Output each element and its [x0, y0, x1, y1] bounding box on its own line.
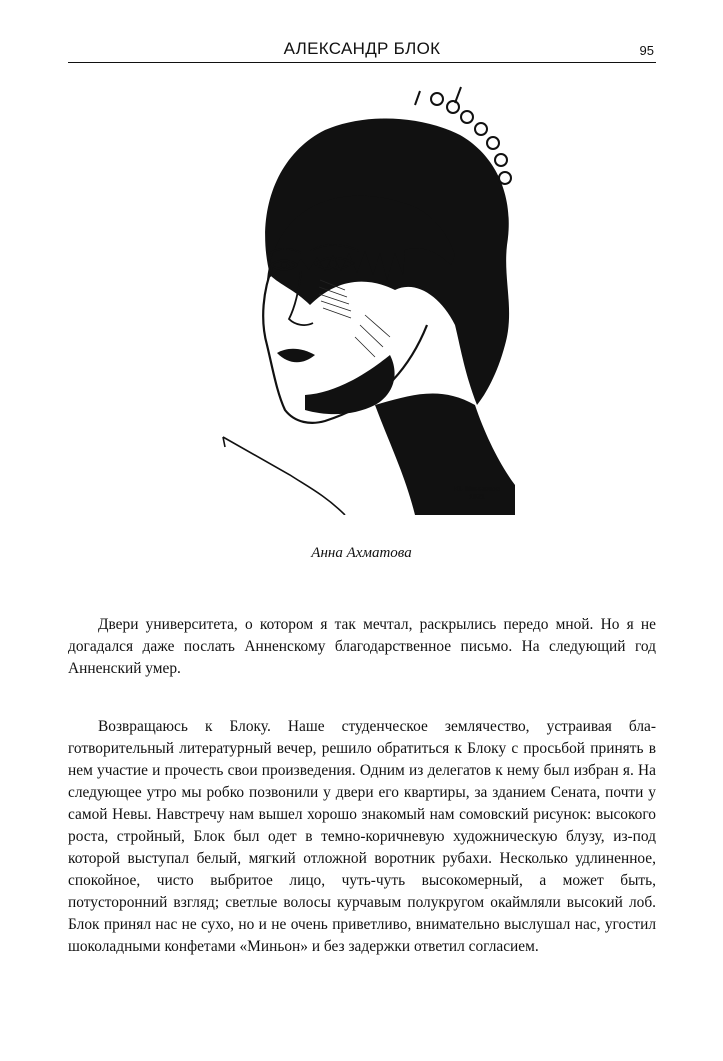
- artist-signature: Ю. Миннахов 1921: [454, 486, 500, 501]
- portrait-drawing: [215, 75, 515, 515]
- paragraph: Возвращаюсь к Блоку. Наше студенческое землячество, устраивая благотворительный литературный вечер, решило обратиться к Блоку с просьбой принять в нем участие и прочесть свои произведения. Одним из делегатов к нему был избран я. На следующее утро мы робко позвонили у двери его квартиры, за зданием Сената, почти у самой Невы. Навстречу нам вышел хорошо знакомый нам сомовский рисунок: высокого роста, стройный, Блок был одет в темно-коричневую художническую блузу, из-под которой выступал белый, мягкий отложной воротник рубахи. Несколько удлиненное, спокойное, чисто выбритое лицо, чуть-чуть высокомерный, а может быть, потусторонний взгляд; светлые волосы курчавым полукругом окаймляли высокий лоб. Блок принял нас не сухо, но и не очень приветливо, внимательно выслушал нас, угостил шоколадными конфетами «Миньон» и без задержки ответил согласием.: [68, 718, 656, 955]
- portrait-illustration: [215, 75, 515, 515]
- paragraph: Двери университета, о котором я так мечтал, раскрылись передо мной. Но я не догадался даже послать Анненскому благодарственное письмо. На следующий год Анненский умер.: [68, 616, 656, 677]
- running-title: АЛЕКСАНДР БЛОК: [283, 39, 441, 58]
- page-number: 95: [639, 43, 654, 58]
- illustration-caption: Анна Ахматова: [311, 545, 412, 561]
- running-head: [68, 38, 656, 63]
